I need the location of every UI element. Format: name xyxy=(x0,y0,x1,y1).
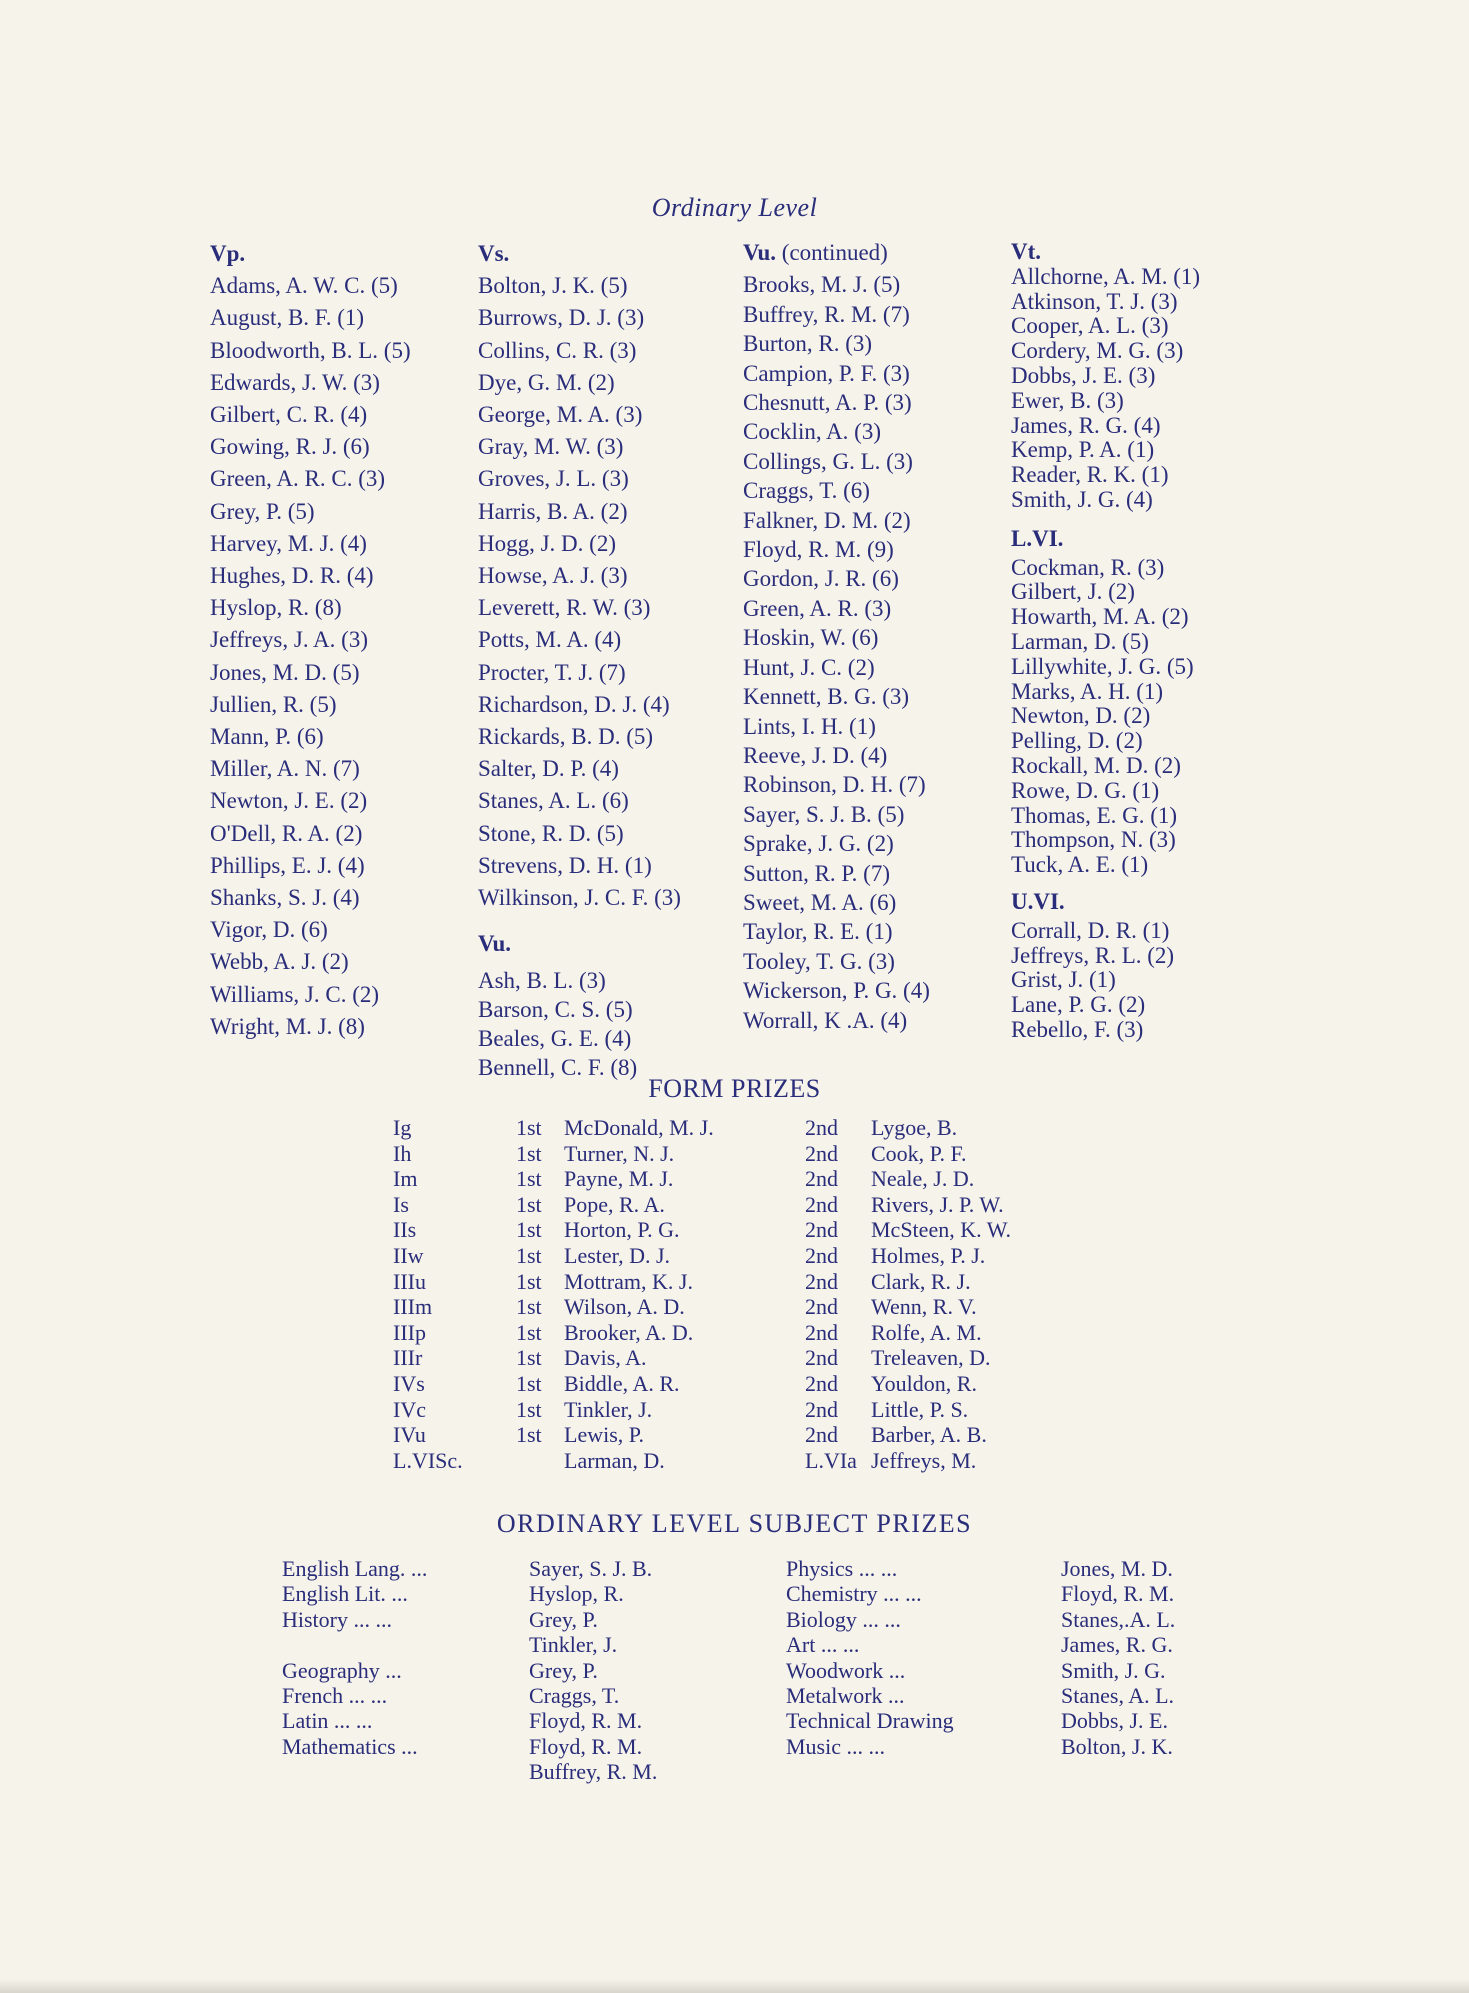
student-entry: Sweet, M. A. (6) xyxy=(743,889,897,915)
first-place-label: 1st xyxy=(516,1191,542,1217)
first-place-label: 1st xyxy=(516,1294,542,1320)
student-entry: Rowe, D. G. (1) xyxy=(1011,777,1160,803)
first-place-label: 1st xyxy=(516,1166,542,1192)
subject-prize-row xyxy=(282,1759,657,1784)
second-place-label: 2nd xyxy=(805,1166,838,1192)
group-title: Vu. xyxy=(478,931,512,957)
subject-winner: Grey, P. xyxy=(529,1606,598,1632)
student-entry: Wilkinson, J. C. F. (3) xyxy=(478,885,681,911)
group-title: Vt. xyxy=(1011,239,1042,264)
student-entry: Marks, A. H. (1) xyxy=(1011,678,1164,704)
second-place-label: 2nd xyxy=(805,1191,838,1217)
first-place-winner: Payne, M. J. xyxy=(564,1166,674,1192)
student-entry: Cordery, M. G. (3) xyxy=(1011,338,1184,364)
subject-prize-row xyxy=(786,1556,1175,1581)
subject-name: Woodwork ... xyxy=(786,1657,906,1683)
page-edge xyxy=(0,1979,1469,1993)
subject-winner: Jones, M. D. xyxy=(1061,1556,1173,1581)
student-entry: Hyslop, R. (8) xyxy=(210,595,342,621)
form-name: IIw xyxy=(393,1242,424,1268)
form-prize-row xyxy=(393,1166,1111,1192)
group-title: Vs. xyxy=(478,241,510,266)
first-place-winner: Brooker, A. D. xyxy=(564,1319,694,1345)
group-title xyxy=(743,238,930,267)
second-place-label: 2nd xyxy=(805,1396,838,1422)
form-prize-row xyxy=(393,1448,1111,1474)
subject-name xyxy=(282,1632,529,1657)
student-entry: Dye, G. M. (2) xyxy=(478,369,615,395)
name-list xyxy=(210,270,411,1043)
student-entry: Reader, R. K. (1) xyxy=(1011,462,1169,488)
subject-winner: Smith, J. G. xyxy=(1061,1657,1166,1683)
first-place-winner: Lewis, P. xyxy=(564,1422,645,1448)
subject-winner: Buffrey, R. M. xyxy=(529,1759,658,1785)
first-place-winner: McDonald, M. J. xyxy=(564,1115,714,1140)
student-entry: Gowing, R. J. (6) xyxy=(210,434,370,460)
student-entry: Barson, C. S. (5) xyxy=(478,997,633,1023)
second-place-label: 2nd xyxy=(805,1345,838,1371)
student-entry: George, M. A. (3) xyxy=(478,402,643,428)
student-entry: Procter, T. J. (7) xyxy=(478,659,626,685)
first-place-label: 1st xyxy=(516,1319,542,1345)
subject-name: Geography ... xyxy=(282,1657,402,1683)
student-entry: Edwards, J. W. (3) xyxy=(210,369,380,395)
name-list xyxy=(1011,265,1200,513)
form-prize-row xyxy=(393,1141,1111,1167)
subject-name xyxy=(282,1759,529,1784)
student-entry: Lints, I. H. (1) xyxy=(743,713,876,739)
column-vu-continued xyxy=(743,238,930,1035)
student-entry: Floyd, R. M. (9) xyxy=(743,537,894,563)
student-entry: Ewer, B. (3) xyxy=(1011,387,1124,413)
student-entry: Stone, R. D. (5) xyxy=(478,820,624,846)
second-place-winner: Lygoe, B. xyxy=(871,1115,958,1140)
first-place-winner: Pope, R. A. xyxy=(564,1191,665,1217)
student-entry: Grey, P. (5) xyxy=(210,498,315,524)
student-entry: Pelling, D. (2) xyxy=(1011,728,1143,754)
first-place-label xyxy=(516,1448,564,1474)
column-vs xyxy=(478,238,681,1082)
subject-prize-row xyxy=(282,1607,657,1632)
student-entry: Cooper, A. L. (3) xyxy=(1011,313,1169,339)
student-entry: Rickards, B. D. (5) xyxy=(478,724,654,750)
student-entry: Green, A. R. C. (3) xyxy=(210,466,386,492)
student-entry: Phillips, E. J. (4) xyxy=(210,852,365,878)
subject-name: Chemistry ... ... xyxy=(786,1581,922,1607)
subject-prize-row xyxy=(786,1734,1175,1759)
student-entry: Hunt, J. C. (2) xyxy=(743,654,875,680)
student-entry: Green, A. R. (3) xyxy=(743,595,892,621)
column-vp xyxy=(210,238,411,1043)
subject-winner: Tinkler, J. xyxy=(529,1632,618,1658)
subject-winner: Floyd, R. M. xyxy=(1061,1581,1175,1607)
first-place-winner: Tinkler, J. xyxy=(564,1396,653,1422)
student-entry: Howse, A. J. (3) xyxy=(478,563,628,589)
student-entry: Lillywhite, J. G. (5) xyxy=(1011,653,1194,679)
student-entry: Potts, M. A. (4) xyxy=(478,627,622,653)
student-entry: Gilbert, J. (2) xyxy=(1011,579,1135,605)
student-entry: Stanes, A. L. (6) xyxy=(478,788,629,814)
student-entry: James, R. G. (4) xyxy=(1011,412,1161,438)
student-entry: Worrall, K .A. (4) xyxy=(743,1007,908,1033)
form-name: IIIr xyxy=(393,1345,423,1371)
first-place-label: 1st xyxy=(516,1370,542,1396)
second-place-label: 2nd xyxy=(805,1370,838,1396)
student-entry: Ash, B. L. (3) xyxy=(478,968,606,994)
form-prize-row xyxy=(393,1269,1111,1295)
subject-prize-row xyxy=(282,1658,657,1683)
second-place-label: 2nd xyxy=(805,1242,838,1268)
form-name: Ih xyxy=(393,1140,412,1166)
second-place-winner: Clark, R. J. xyxy=(871,1268,971,1294)
student-entry: Robinson, D. H. (7) xyxy=(743,772,926,798)
second-place-label: 2nd xyxy=(805,1140,838,1166)
second-place-winner: Holmes, P. J. xyxy=(871,1242,986,1268)
first-place-label: 1st xyxy=(516,1345,542,1371)
second-place-winner: Cook, P. F. xyxy=(871,1140,967,1166)
student-entry: Falkner, D. M. (2) xyxy=(743,507,911,533)
student-entry: Rebello, F. (3) xyxy=(1011,1016,1144,1042)
student-entry: Salter, D. P. (4) xyxy=(478,756,619,782)
student-entry: Corrall, D. R. (1) xyxy=(1011,917,1170,943)
subject-name: Latin ... ... xyxy=(282,1708,373,1734)
student-entry: Hogg, J. D. (2) xyxy=(478,530,616,556)
student-entry: Cocklin, A. (3) xyxy=(743,419,881,445)
student-entry: Shanks, S. J. (4) xyxy=(210,885,360,911)
subject-name: Metalwork ... xyxy=(786,1683,905,1709)
form-prize-row xyxy=(393,1217,1111,1243)
form-prizes-heading: FORM PRIZES xyxy=(648,1074,821,1103)
student-entry: Hoskin, W. (6) xyxy=(743,625,879,651)
second-place-winner: Youldon, R. xyxy=(871,1370,977,1396)
subject-name: Mathematics ... xyxy=(282,1733,418,1759)
form-name: IVc xyxy=(393,1396,426,1422)
student-entry: Adams, A. W. C. (5) xyxy=(210,273,398,299)
subject-prize-row xyxy=(282,1632,657,1657)
student-entry: Larman, D. (5) xyxy=(1011,628,1149,654)
student-entry: Grist, J. (1) xyxy=(1011,967,1116,993)
form-name: Ig xyxy=(393,1115,412,1140)
form-prize-row xyxy=(393,1422,1111,1448)
form-prize-row xyxy=(393,1371,1111,1397)
subject-prize-row xyxy=(786,1632,1175,1657)
form-name: IIIu xyxy=(393,1268,426,1294)
form-name: Im xyxy=(393,1166,418,1192)
form-name: IIs xyxy=(393,1217,417,1243)
form-prize-row xyxy=(393,1345,1111,1371)
form-prize-row xyxy=(393,1192,1111,1218)
student-entry: Atkinson, T. J. (3) xyxy=(1011,288,1178,314)
student-entry: Rockall, M. D. (2) xyxy=(1011,752,1181,778)
student-entry: Leverett, R. W. (3) xyxy=(478,595,651,621)
student-entry: Buffrey, R. M. (7) xyxy=(743,301,910,327)
second-place-winner: Barber, A. B. xyxy=(871,1422,987,1448)
subject-name: History ... ... xyxy=(282,1606,392,1632)
first-place-winner: Wilson, A. D. xyxy=(564,1294,685,1320)
subject-winner: Dobbs, J. E. xyxy=(1061,1708,1168,1734)
student-entry: Harvey, M. J. (4) xyxy=(210,530,367,556)
student-entry: Collings, G. L. (3) xyxy=(743,448,913,474)
student-entry: Cockman, R. (3) xyxy=(1011,554,1165,580)
student-entry: Wickerson, P. G. (4) xyxy=(743,978,930,1004)
name-list xyxy=(478,270,681,914)
student-entry: Jeffreys, R. L. (2) xyxy=(1011,942,1175,968)
subject-prize-row xyxy=(786,1683,1175,1708)
student-entry: Lane, P. G. (2) xyxy=(1011,992,1146,1018)
first-place-winner: Turner, N. J. xyxy=(564,1140,675,1166)
name-list xyxy=(478,966,681,1082)
ordinary-level-heading: Ordinary Level xyxy=(651,193,818,222)
subject-name: English Lit. ... xyxy=(282,1581,408,1607)
second-place-label: L.VIa xyxy=(805,1447,857,1473)
subject-winner: Hyslop, R. xyxy=(529,1581,624,1607)
student-entry: Newton, D. (2) xyxy=(1011,703,1151,729)
student-entry: Mann, P. (6) xyxy=(210,724,324,750)
form-name: L.VISc. xyxy=(393,1447,463,1473)
subject-name: Biology ... ... xyxy=(786,1606,901,1632)
student-entry: Tuck, A. E. (1) xyxy=(1011,852,1149,878)
group-title: Vp. xyxy=(210,241,246,266)
student-entry: Beales, G. E. (4) xyxy=(478,1026,632,1052)
first-place-label: 1st xyxy=(516,1242,542,1268)
student-entry: Sprake, J. G. (2) xyxy=(743,831,894,857)
subject-prize-row xyxy=(786,1708,1175,1733)
student-entry: Webb, A. J. (2) xyxy=(210,949,349,975)
column-vt xyxy=(1011,240,1200,1043)
subject-prize-row xyxy=(282,1708,657,1733)
subject-winner: Grey, P. xyxy=(529,1657,598,1683)
student-entry: Bennell, C. F. (8) xyxy=(478,1055,638,1081)
student-entry: Bloodworth, B. L. (5) xyxy=(210,337,411,363)
subject-name: Music ... ... xyxy=(786,1733,885,1759)
student-entry: Jones, M. D. (5) xyxy=(210,659,360,685)
form-name: Is xyxy=(393,1191,409,1217)
first-place-winner: Horton, P. G. xyxy=(564,1217,680,1243)
student-entry: Thompson, N. (3) xyxy=(1011,827,1176,853)
form-prizes-table xyxy=(393,1115,1111,1473)
first-place-label: 1st xyxy=(516,1217,542,1243)
student-entry: Miller, A. N. (7) xyxy=(210,756,360,782)
subject-prize-row xyxy=(282,1734,657,1759)
second-place-winner: Rivers, J. P. W. xyxy=(871,1191,1004,1217)
second-place-winner: Wenn, R. V. xyxy=(871,1294,977,1320)
second-place-winner: Little, P. S. xyxy=(871,1396,969,1422)
student-entry: Gilbert, C. R. (4) xyxy=(210,402,368,428)
group-title: L.VI. xyxy=(1011,525,1064,551)
second-place-label: 2nd xyxy=(805,1422,838,1448)
form-name: IVu xyxy=(393,1422,426,1448)
subject-winner: Sayer, S. J. B. xyxy=(529,1556,653,1581)
student-entry: Taylor, R. E. (1) xyxy=(743,919,893,945)
student-entry: Sutton, R. P. (7) xyxy=(743,860,890,886)
student-entry: Craggs, T. (6) xyxy=(743,478,870,504)
student-entry: Groves, J. L. (3) xyxy=(478,466,629,492)
subject-prizes-right xyxy=(786,1556,1175,1759)
subject-prize-row xyxy=(786,1581,1175,1606)
group-title-main: Vu. xyxy=(743,240,777,265)
student-entry: Brooks, M. J. (5) xyxy=(743,272,901,298)
student-entry: Howarth, M. A. (2) xyxy=(1011,604,1189,630)
student-entry: Dobbs, J. E. (3) xyxy=(1011,362,1156,388)
first-place-label: 1st xyxy=(516,1422,542,1448)
subject-winner: Stanes, A. L. xyxy=(1061,1683,1175,1709)
form-name: IVs xyxy=(393,1370,425,1396)
student-entry: Gray, M. W. (3) xyxy=(478,434,624,460)
subject-winner: James, R. G. xyxy=(1061,1632,1173,1658)
second-place-label: 2nd xyxy=(805,1268,838,1294)
second-place-winner: McSteen, K. W. xyxy=(871,1217,1011,1243)
subject-prize-row xyxy=(786,1658,1175,1683)
name-list xyxy=(1011,556,1200,878)
subject-prize-row xyxy=(786,1607,1175,1632)
student-entry: Chesnutt, A. P. (3) xyxy=(743,390,912,416)
first-place-label: 1st xyxy=(516,1115,542,1140)
subject-prizes-heading: ORDINARY LEVEL SUBJECT PRIZES xyxy=(496,1509,973,1538)
first-place-label: 1st xyxy=(516,1140,542,1166)
subject-winner: Floyd, R. M. xyxy=(529,1708,643,1734)
subject-prize-row xyxy=(282,1556,657,1581)
student-entry: Wright, M. J. (8) xyxy=(210,1013,365,1039)
subject-prizes-left xyxy=(282,1556,657,1785)
form-name: IIIp xyxy=(393,1319,426,1345)
student-entry: Tooley, T. G. (3) xyxy=(743,948,895,974)
student-entry: Newton, J. E. (2) xyxy=(210,788,368,814)
student-entry: Bolton, J. K. (5) xyxy=(478,273,628,299)
second-place-label: 2nd xyxy=(805,1217,838,1243)
student-entry: Hughes, D. R. (4) xyxy=(210,563,374,589)
student-entry: Harris, B. A. (2) xyxy=(478,498,628,524)
student-entry: Thomas, E. G. (1) xyxy=(1011,802,1178,828)
student-entry: Gordon, J. R. (6) xyxy=(743,566,899,592)
form-name: IIIm xyxy=(393,1294,433,1320)
student-entry: Richardson, D. J. (4) xyxy=(478,691,670,717)
first-place-label: 1st xyxy=(516,1268,542,1294)
subject-prize-row xyxy=(282,1581,657,1606)
student-entry: Allchorne, A. M. (1) xyxy=(1011,263,1201,289)
second-place-winner: Rolfe, A. M. xyxy=(871,1319,982,1345)
student-entry: Collins, C. R. (3) xyxy=(478,337,637,363)
subject-name: English Lang. ... xyxy=(282,1556,428,1581)
second-place-label: 2nd xyxy=(805,1115,838,1140)
name-list xyxy=(1011,919,1200,1043)
second-place-label: 2nd xyxy=(805,1294,838,1320)
first-place-label: 1st xyxy=(516,1396,542,1422)
subject-name: Physics ... ... xyxy=(786,1556,898,1581)
second-place-label: 2nd xyxy=(805,1319,838,1345)
form-prize-row xyxy=(393,1320,1111,1346)
subject-winner: Craggs, T. xyxy=(529,1683,620,1709)
subject-name: French ... ... xyxy=(282,1683,388,1709)
form-prize-row xyxy=(393,1294,1111,1320)
student-entry: Jullien, R. (5) xyxy=(210,691,337,717)
form-prize-row xyxy=(393,1397,1111,1423)
second-place-winner: Neale, J. D. xyxy=(871,1166,975,1192)
group-title: U.VI. xyxy=(1011,888,1065,914)
student-entry: O'Dell, R. A. (2) xyxy=(210,820,363,846)
student-entry: Williams, J. C. (2) xyxy=(210,981,380,1007)
first-place-winner: Lester, D. J. xyxy=(564,1242,671,1268)
group-title-suffix: (continued) xyxy=(776,240,888,265)
student-entry: Kemp, P. A. (1) xyxy=(1011,437,1155,463)
first-place-winner: Davis, A. xyxy=(564,1345,647,1371)
subject-name: Art ... ... xyxy=(786,1632,860,1658)
student-entry: August, B. F. (1) xyxy=(210,305,365,331)
subject-winner: Floyd, R. M. xyxy=(529,1733,643,1759)
student-entry: Jeffreys, J. A. (3) xyxy=(210,627,368,653)
student-entry: Strevens, D. H. (1) xyxy=(478,852,652,878)
subject-name: Technical Drawing xyxy=(786,1708,954,1734)
student-entry: Vigor, D. (6) xyxy=(210,917,328,943)
name-list xyxy=(743,270,930,1035)
student-entry: Smith, J. G. (4) xyxy=(1011,486,1153,512)
student-entry: Campion, P. F. (3) xyxy=(743,360,910,386)
subject-winner: Stanes,.A. L. xyxy=(1061,1606,1176,1632)
first-place-winner: Mottram, K. J. xyxy=(564,1268,693,1294)
first-place-winner: Biddle, A. R. xyxy=(564,1370,680,1396)
form-prize-row xyxy=(393,1115,1111,1141)
first-place-winner: Larman, D. xyxy=(564,1447,665,1473)
second-place-winner: Jeffreys, M. xyxy=(871,1447,977,1473)
student-entry: Burton, R. (3) xyxy=(743,331,873,357)
student-entry: Sayer, S. J. B. (5) xyxy=(743,801,905,827)
subject-winner: Bolton, J. K. xyxy=(1061,1733,1173,1759)
student-entry: Burrows, D. J. (3) xyxy=(478,305,645,331)
student-entry: Kennett, B. G. (3) xyxy=(743,684,910,710)
subject-prize-row xyxy=(282,1683,657,1708)
form-prize-row xyxy=(393,1243,1111,1269)
student-entry: Reeve, J. D. (4) xyxy=(743,742,888,768)
second-place-winner: Treleaven, D. xyxy=(871,1345,991,1371)
